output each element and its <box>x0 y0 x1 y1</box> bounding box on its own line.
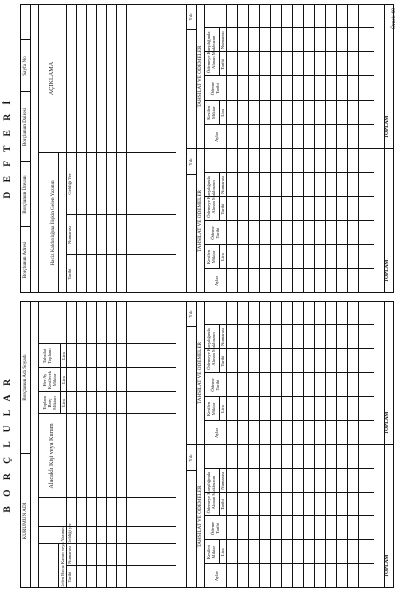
left-tahsilat-b-row-9 <box>325 301 326 445</box>
lira-1: Lira <box>61 399 66 407</box>
right-tahsilat-a-aylar: Aylar <box>214 275 219 287</box>
left-tahsilat-a-col-1 <box>204 539 374 540</box>
left-tahsilat-a-yili: Yılı <box>188 454 193 462</box>
left-top-col-1 <box>38 526 176 527</box>
right-tahsilat-b-row-8 <box>314 4 315 149</box>
left-tahsilat-a-lira: Lira <box>220 548 225 557</box>
right-tahsilat-b-aylar: Aylar <box>214 131 219 142</box>
right-top-row-6 <box>126 4 127 293</box>
right-tahsilat-a-row-8 <box>314 149 315 293</box>
left-tahsilat-b-makbuz: Ödemeye Karşılığında Alınan Makbuzun <box>206 328 216 370</box>
left-tahsilat-a-odeme-tarihi: Ödeme Tarihi <box>210 521 220 536</box>
left-tahsilat-b-col-0 <box>204 420 374 421</box>
right-tahsilat-b-row-2 <box>248 4 249 149</box>
left-tahsilat-a-row-7 <box>303 445 304 588</box>
gelen-title: Gelen Hacız Kararı veya Yazının <box>60 527 65 588</box>
left-top-row-5 <box>116 301 117 588</box>
gelen-title-bottom <box>58 544 59 588</box>
left-tahsilat-a-row-1 <box>237 445 238 588</box>
toplam-borc-label: Toplam Borç Miktarı <box>42 396 57 410</box>
right-tahsilat-a-row-12 <box>358 149 359 293</box>
gelen-numarasi: Numarası <box>67 546 72 564</box>
right-tahsilat-b-odeme-tarihi: Ödeme Tarihi <box>210 81 220 96</box>
left-tahsilat-b-row-5 <box>281 301 282 445</box>
title-bar <box>3 0 19 592</box>
left-top-col-4 <box>38 391 176 392</box>
left-tahsilat-b-header-bottom <box>226 301 227 445</box>
left-tahsilat-b-col-4 <box>204 324 374 325</box>
title-borclular: B O R Ç L U L A R <box>3 375 13 513</box>
left-tahsilat-b-top <box>186 301 187 445</box>
left-top-row-6 <box>126 301 127 588</box>
right-tahsilat-a-row-9 <box>325 149 326 293</box>
left-toplam-a: TOPLAM <box>384 554 390 578</box>
left-top-row-2 <box>86 301 87 588</box>
left-tahsilat-a-row-12 <box>358 445 359 588</box>
left-tahsilat-a-title-bottom <box>204 445 205 588</box>
right-tahsilat-b-header-bottom <box>226 4 227 149</box>
right-tahsilat-a-row-6 <box>292 149 293 293</box>
left-tahsilat-b-yili: Yılı <box>188 310 193 318</box>
left-tahsilat-b-row-11 <box>347 301 348 445</box>
right-tahsilat-a-col-4 <box>204 172 374 173</box>
right-tahsilat-a-top <box>186 149 187 293</box>
left-tahsilat-b-title-bottom <box>204 301 205 445</box>
right-toplam-b: TOPLAM <box>384 115 390 139</box>
right-tahsilat-a-row-10 <box>336 149 337 293</box>
right-tahsilat-a-makbuz-numarasi: Numarası <box>220 176 225 194</box>
right-header-bottom <box>30 4 31 293</box>
left-tahsilat-b-row-1 <box>237 301 238 445</box>
left-tahsilat-a-makbuz-tarihi: Tarihi <box>220 499 225 511</box>
right-tahsilat-b-makbuz-numarasi: Numarası <box>220 31 225 50</box>
lira-2: Lira <box>61 376 66 384</box>
left-tahsilat-a-aylar: Aylar <box>214 571 219 582</box>
left-tahsilat-a-row-5 <box>281 445 282 588</box>
left-tahsilat-b-kesilen: Kesilen Miktar <box>206 401 216 417</box>
right-tahsilat-a-lira: Lira <box>220 253 225 261</box>
left-tahsilat-a-col-3 <box>204 492 374 493</box>
left-tahsilat-a-row-4 <box>270 445 271 588</box>
right-tahsilat-b-kesilen: Kesilen Miktar <box>206 105 216 120</box>
left-tahsilat-b-title: TAHSİLAT VE ÖDEMELER <box>197 342 203 404</box>
right-tahsilat-b-row-4 <box>270 4 271 149</box>
right-tahsilat-b-row-6 <box>292 4 293 149</box>
left-tahsilat-a-col-2 <box>204 516 374 517</box>
haciz-geldigi-yer: Geldiği Yer <box>67 173 72 195</box>
left-tahsilat-b-row-2 <box>248 301 249 445</box>
right-tahsilat-a-row-4 <box>270 149 271 293</box>
left-toplam-b: TOPLAM <box>384 411 390 435</box>
right-top-row-4 <box>106 4 107 293</box>
lira-3: Lira <box>61 352 66 360</box>
right-tahsilat-a-header-bottom <box>226 149 227 293</box>
borclu-adi-label: Borçlunun Adı Soyadı <box>22 354 28 401</box>
right-tahsilat-b-col-0 <box>204 124 374 125</box>
left-tahsilat-a-header-bottom <box>226 445 227 588</box>
left-tahsilat-b-col-3 <box>204 348 374 349</box>
left-top-col-3 <box>38 413 176 414</box>
left-tahsilat-b-row-6 <box>292 301 293 445</box>
left-tahsilat-a-makbuz-numarasi: Numarası <box>220 471 225 490</box>
left-sub-header-line <box>38 301 39 588</box>
left-tahsilat-a-makbuz: Ödemeye Karşılığında Alınan Makbuzun <box>206 471 216 514</box>
left-top-row-3 <box>96 301 97 588</box>
right-tahsilat-a-col-3 <box>204 196 374 197</box>
right-toplam-a: TOPLAM <box>384 259 390 283</box>
left-top-col-2 <box>38 497 176 498</box>
right-top-row-3 <box>96 4 97 293</box>
left-tahsilat-a-row-10 <box>336 445 337 588</box>
gelen-sub-div <box>66 565 176 566</box>
haciz-tarihi: Tarihi <box>67 268 72 280</box>
right-top-row-5 <box>116 4 117 293</box>
adres-label: Borçlunun Adresi <box>22 241 28 279</box>
left-tahsilat-a-kesilen: Kesilen Miktar <box>206 545 216 560</box>
right-top-row-2 <box>86 4 87 293</box>
right-tahsilat-a-col-1 <box>204 244 374 245</box>
left-top-col-6 <box>38 343 176 344</box>
unvani-label: Borçlunun Ünvanı <box>22 175 28 214</box>
left-tahsilat-b-lira: Lira <box>220 405 225 413</box>
right-tahsilat-b-yili: Yılı <box>188 13 193 21</box>
haciz-col-2 <box>66 214 176 215</box>
left-tahsilat-b-row-10 <box>336 301 337 445</box>
haciz-title: Haciz Kaldırılığına İlişkin Gelen Yazının <box>50 180 56 266</box>
right-tahsilat-a-makbuz-tarihi: Tarihi <box>220 203 225 215</box>
right-tahsilat-a-row-1 <box>237 149 238 293</box>
left-tahsilat-b-makbuz-tarihi: Tarihi <box>220 355 225 367</box>
right-tahsilat-a-kesilen: Kesilen Miktar <box>206 249 216 265</box>
right-tahsilat-b-col-3 <box>204 51 374 52</box>
left-header-bottom <box>30 301 31 588</box>
right-tahsilat-b-makbuz: Ödemeye Karşılığında Alınan Makbuzun <box>206 31 216 74</box>
haciz-numarasi: Numarası <box>67 226 72 244</box>
right-tahsilat-b-row-7 <box>303 4 304 149</box>
right-tahsilat-a-row-5 <box>281 149 282 293</box>
left-tahsilat-b-col-2 <box>204 372 374 373</box>
left-tahsilat-a-row-6 <box>292 445 293 588</box>
left-tahsilat-a-title: TAHSİLAT VE ÖDEMELER <box>197 485 203 548</box>
right-tahsilat-b-row-5 <box>281 4 282 149</box>
left-tahsilat-b-odeme-tarihi: Ödeme Tarihi <box>210 378 220 392</box>
right-tahsilat-a-title: TAHSİLAT VE ÖDEMELER <box>197 190 203 252</box>
right-tahsilat-a-col-2 <box>204 220 374 221</box>
right-tahsilat-b-row-10 <box>336 4 337 149</box>
right-tahsilat-a-odeme-tarihi: Ödeme Tarihi <box>210 226 220 240</box>
right-tahsilat-b-row-3 <box>259 4 260 149</box>
kurum-adi-label: KURUMUN ADI <box>22 502 28 540</box>
right-tahsilat-a-row-2 <box>248 149 249 293</box>
left-tahsilat-b-row-3 <box>259 301 260 445</box>
aciklama-label: AÇIKLAMA <box>48 61 55 96</box>
left-tahsilat-b-col-1 <box>204 396 374 397</box>
right-tahsilat-b-col-1 <box>204 100 374 101</box>
right-tahsilat-a-col-0 <box>204 268 374 269</box>
left-tahsilat-a-top <box>186 445 187 588</box>
sayfa-no-label: Sayfa No <box>22 56 28 76</box>
left-tahsilat-a-row-11 <box>347 445 348 588</box>
left-tahsilat-b-makbuz-numarasi: Numarası <box>220 328 225 346</box>
left-tahsilat-b-row-12 <box>358 301 359 445</box>
right-tahsilat-a-row-11 <box>347 149 348 293</box>
her-ay-kesilecek-label: Her Ay Kesilecek Miktar <box>42 370 57 390</box>
left-top-col-5 <box>38 367 176 368</box>
right-top-row-1 <box>76 4 77 293</box>
gelen-tarihi: Tarihi <box>67 571 72 583</box>
right-tahsilat-b-row-12 <box>358 4 359 149</box>
title-defteri: D E F T E R İ <box>3 97 13 199</box>
right-tahsilat-a-makbuz: Ödemeye Karşılığında Alınan Makbuzun <box>206 176 216 218</box>
gelen-geldigi-yer: Geldiği yer <box>67 523 72 544</box>
left-tahsilat-a-row-3 <box>259 445 260 588</box>
right-toplam-line <box>384 4 385 293</box>
right-tahsilat-b-col-4 <box>204 27 374 28</box>
right-sub-header-line <box>38 4 39 293</box>
left-tahsilat-b-row-7 <box>303 301 304 445</box>
right-tahsilat-b-row-1 <box>237 4 238 149</box>
dairesi-label: Borçlunun Dairesi <box>22 107 28 147</box>
right-tahsilat-b-title-bottom <box>204 4 205 149</box>
right-tahsilat-b-title: TAHSİLAT VE ÖDEMELER <box>197 45 203 108</box>
left-tahsilat-a-row-2 <box>248 445 249 588</box>
left-top-row-4 <box>106 301 107 588</box>
right-tahsilat-a-row-3 <box>259 149 260 293</box>
right-tahsilat-b-makbuz-tarihi: Tarihi <box>220 58 225 70</box>
right-tahsilat-b-col-2 <box>204 76 374 77</box>
right-tahsilat-b-lira: Lira <box>220 108 225 117</box>
left-tahsilat-a-col-0 <box>204 563 374 564</box>
right-tahsilat-a-row-7 <box>303 149 304 293</box>
left-toplam-line <box>384 301 385 588</box>
right-tahsilat-b-row-11 <box>347 4 348 149</box>
right-tahsilat-a-title-bottom <box>204 149 205 293</box>
tahsilat-toplami-label: Tahsilat Toplamı <box>42 348 52 364</box>
left-top-row-1 <box>76 301 77 588</box>
haciz-col-1 <box>66 254 176 255</box>
right-tahsilat-a-yili: Yılı <box>188 158 193 166</box>
left-tahsilat-a-row-8 <box>314 445 315 588</box>
left-tahsilat-a-row-9 <box>325 445 326 588</box>
alacakli-kisi-kurum: Alacaklı Kişi veya Kurum <box>48 423 55 489</box>
left-tahsilat-b-aylar: Aylar <box>214 427 219 439</box>
right-tahsilat-b-top <box>186 4 187 149</box>
left-tahsilat-a-col-4 <box>204 468 374 469</box>
left-tahsilat-b-row-4 <box>270 301 271 445</box>
left-tahsilat-b-row-8 <box>314 301 315 445</box>
haciz-title-bottom <box>58 153 59 293</box>
right-tahsilat-b-row-9 <box>325 4 326 149</box>
form-number: Örnek-60 <box>391 8 397 30</box>
